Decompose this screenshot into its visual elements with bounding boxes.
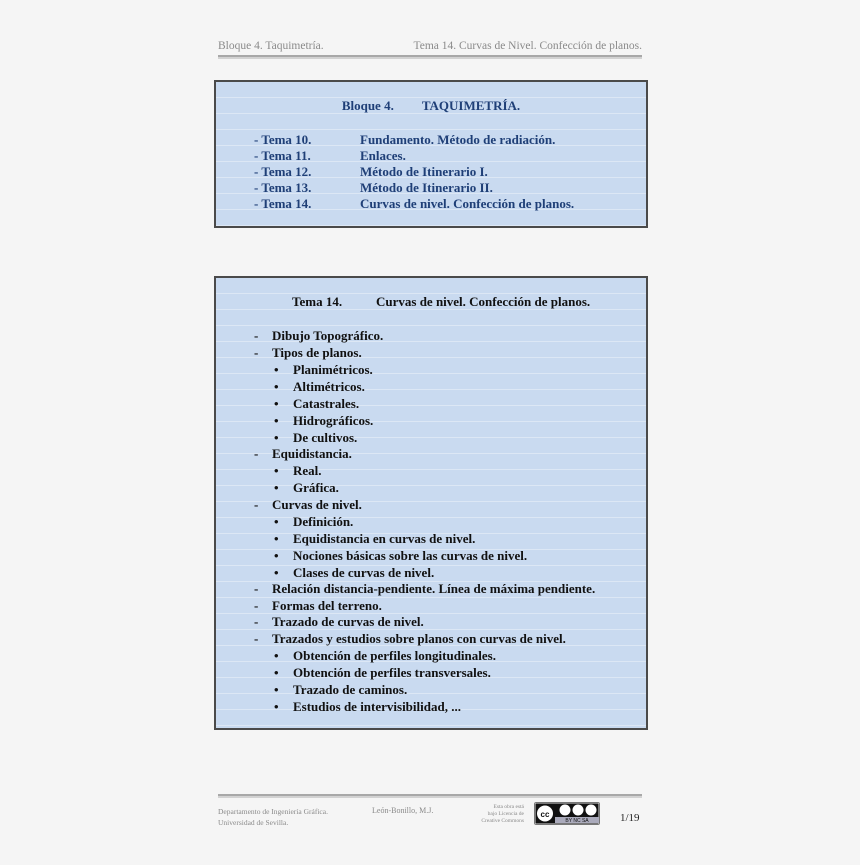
tema-outline-box	[214, 276, 648, 730]
bullet-marker: •	[274, 396, 279, 411]
dash-marker: -	[254, 446, 259, 461]
outline-item-text: De cultivos.	[293, 430, 358, 445]
outline-item-text: Planimétricos.	[293, 362, 373, 377]
dash-marker: -	[254, 614, 259, 629]
topic-title: Fundamento. Método de radiación.	[360, 132, 556, 147]
department	[218, 806, 328, 828]
topic-number: - Tema 14.	[254, 196, 312, 211]
license-line-1: Esta obra está	[493, 804, 524, 810]
outline-item-text: Trazado de caminos.	[293, 682, 408, 697]
header-right: Tema 14. Curvas de Nivel. Confección de planos.	[413, 40, 642, 52]
dash-marker: -	[254, 345, 259, 360]
outline-item-text: Hidrográficos.	[293, 413, 374, 428]
department-line-2: Universidad de Sevilla.	[218, 818, 289, 827]
outline-item-text: Altimétricos.	[293, 379, 365, 394]
outline-item-text: Definición.	[293, 514, 354, 529]
topic-title: Curvas de nivel. Confección de planos.	[360, 196, 575, 211]
svg-text:cc: cc	[540, 810, 550, 819]
outline-item-text: Trazados y estudios sobre planos con curvas de nivel.	[272, 631, 566, 646]
bullet-marker: •	[274, 413, 279, 428]
outline-item-text: Catastrales.	[293, 396, 360, 411]
dash-marker: -	[254, 631, 259, 646]
outline-item-text: Relación distancia-pendiente. Línea de máxima pendiente.	[272, 581, 596, 596]
block-title	[216, 98, 646, 114]
page-number: 1/19	[620, 812, 640, 824]
bullet-marker: •	[274, 699, 279, 714]
block-overview-box	[214, 80, 648, 228]
creative-commons-by-nc-sa-icon[interactable]	[534, 802, 600, 825]
tema-number: Tema 14.	[292, 294, 343, 309]
dash-marker: -	[254, 328, 259, 343]
bullet-marker: •	[274, 430, 279, 445]
bullet-marker: •	[274, 514, 279, 529]
header-rule	[218, 55, 642, 59]
cc-badge-text: BY NC SA	[565, 818, 589, 824]
outline-item-text: Equidistancia en curvas de nivel.	[293, 531, 476, 546]
tema-title	[292, 294, 591, 310]
footer-rule	[218, 794, 642, 798]
outline-item-text: Obtención de perfiles transversales.	[293, 665, 491, 680]
bullet-marker: •	[274, 463, 279, 478]
topic-number: - Tema 11.	[254, 148, 311, 163]
outline-item-text: Tipos de planos.	[272, 345, 362, 360]
document-page	[218, 32, 642, 832]
dash-marker: -	[254, 581, 259, 596]
license-line-2: bajo Licencia de	[487, 811, 524, 817]
bullet-marker: •	[274, 362, 279, 377]
bullet-marker: •	[274, 548, 279, 563]
topic-title: Método de Itinerario II.	[360, 180, 493, 195]
topic-number: - Tema 13.	[254, 180, 312, 195]
dash-marker: -	[254, 497, 259, 512]
bullet-marker: •	[274, 648, 279, 663]
outline-item-text: Nociones básicas sobre las curvas de nivel.	[293, 548, 528, 563]
dash-marker: -	[254, 598, 259, 613]
block-label: Bloque 4.	[341, 98, 394, 113]
page-header	[218, 40, 642, 56]
outline-item-text: Gráfica.	[293, 480, 339, 495]
outline-item-text: Formas del terreno.	[272, 598, 382, 613]
outline-item-text: Trazado de curvas de nivel.	[272, 614, 424, 629]
department-line-1: Departamento de Ingeniería Gráfica.	[218, 807, 328, 816]
outline-item-text: Obtención de perfiles longitudinales.	[293, 648, 496, 663]
header-left: Bloque 4. Taquimetría.	[218, 40, 324, 52]
license-line-3: Creative Commons	[481, 818, 524, 824]
bullet-marker: •	[274, 480, 279, 495]
bullet-marker: •	[274, 682, 279, 697]
license-note	[464, 804, 524, 825]
topic-title: Enlaces.	[360, 148, 406, 163]
topic-title: Método de Itinerario I.	[360, 164, 488, 179]
author: León-Bonillo, M.J.	[372, 806, 434, 815]
outline-item-text: Curvas de nivel.	[272, 497, 362, 512]
outline-item-text: Dibujo Topográfico.	[272, 328, 384, 343]
bullet-marker: •	[274, 531, 279, 546]
outline-item-text: Clases de curvas de nivel.	[293, 565, 435, 580]
topic-number: - Tema 12.	[254, 164, 312, 179]
page-footer	[218, 804, 642, 832]
block-name: TAQUIMETRÍA.	[421, 98, 521, 113]
bullet-marker: •	[274, 665, 279, 680]
outline-item-text: Estudios de intervisibilidad, ...	[293, 699, 461, 714]
tema-name: Curvas de nivel. Confección de planos.	[376, 294, 591, 309]
outline-item-text: Real.	[293, 463, 322, 478]
bullet-marker: •	[274, 565, 279, 580]
topic-number: - Tema 10.	[254, 132, 312, 147]
cc-badge-graphic	[534, 802, 600, 825]
outline-item-text: Equidistancia.	[272, 446, 352, 461]
bullet-marker: •	[274, 379, 279, 394]
